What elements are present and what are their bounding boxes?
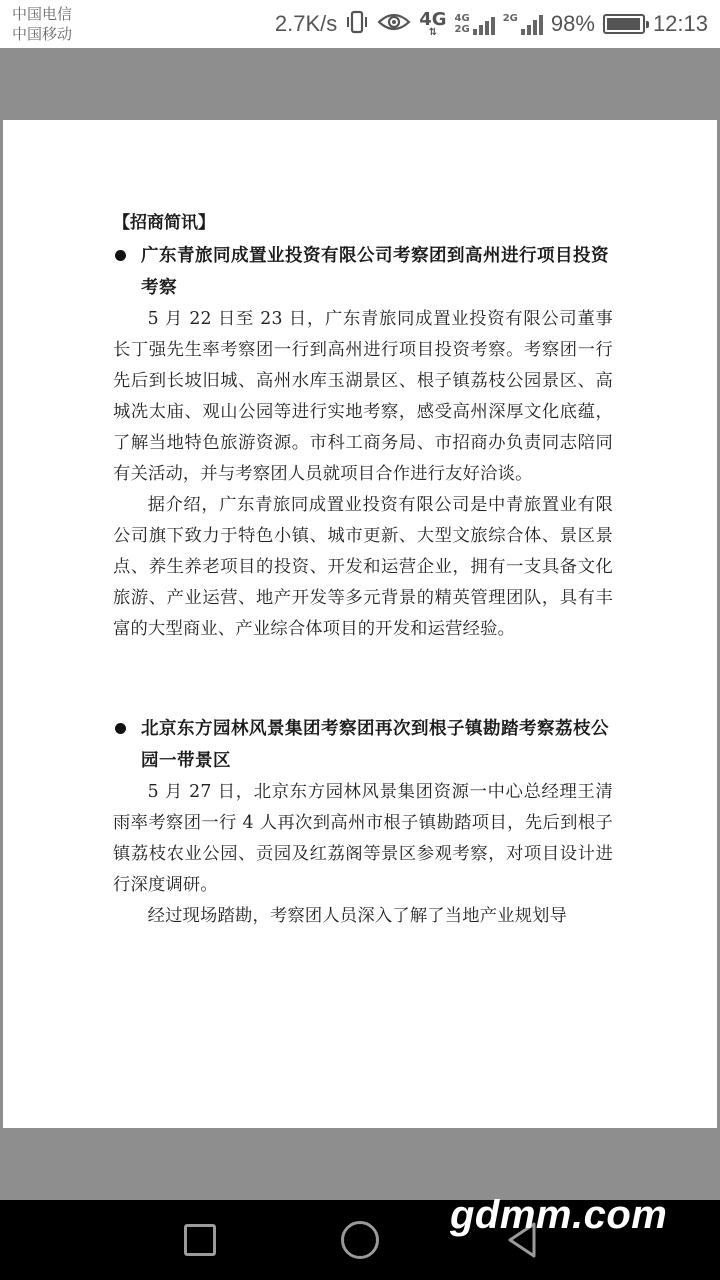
sim2-signal (503, 13, 543, 35)
carrier-2: 中国移动 (12, 25, 73, 43)
sim1-signal-bars-icon (473, 13, 495, 35)
article-2-paragraph-2: 经过现场踏勘，考察团人员深入了解了当地产业规划导 (147, 906, 568, 926)
status-bar (0, 0, 720, 48)
article-1-paragraph-2: 据介绍，广东青旅同成置业投资有限公司是中青旅置业有限公司旗下致力于特色小镇、城市更新、大型文旅综合体、景区景点、养生养老项目的投资、开发和运营企业，拥有一支具备文化旅游、产业运营、地产开发等多元背景的精英管理团队，具有丰富的大型商业、产业综合体项目的开发和运营经验。 (113, 495, 613, 639)
eye-comfort-icon (377, 11, 411, 37)
bullet-icon (115, 723, 126, 734)
sim1-signal (455, 13, 495, 35)
sim1-type: 4G (454, 13, 470, 24)
article-2-title-text: 北京东方园林风景集团考察团再次到根子镇勘踏考察荔枝公园一带景区 (141, 719, 609, 771)
article-1-title (113, 240, 613, 304)
status-indicators (275, 0, 708, 48)
article-spacer (113, 645, 613, 713)
carrier-info (12, 4, 72, 44)
sim2-signal-bars-icon (521, 13, 543, 35)
clock: 12:13 (652, 11, 708, 36)
bullet-icon (115, 250, 126, 261)
net-speed: 2.7K/s (274, 11, 338, 36)
carrier-1: 中国电信 (12, 5, 73, 23)
network-4g-label: 4G (419, 9, 447, 30)
network-4g-icon: 4G ⇅ (419, 9, 447, 38)
vibrate-icon (345, 9, 369, 39)
article-1-title-text: 广东青旅同成置业投资有限公司考察团到高州进行项目投资考察 (141, 246, 609, 298)
sim1-sub: 2G (454, 24, 470, 35)
battery-percent: 98% (550, 11, 595, 36)
watermark-text: gdmm.com (450, 1193, 668, 1237)
document-content (113, 210, 613, 932)
home-circle-icon[interactable] (341, 1221, 379, 1259)
battery-icon (603, 14, 645, 34)
article-2-title (113, 713, 613, 777)
document-page[interactable] (3, 120, 717, 1128)
battery-fill (607, 18, 640, 30)
section-header: 【招商简讯】 (113, 213, 215, 233)
article-1-paragraph-1: 5 月 22 日至 23 日，广东青旅同成置业投资有限公司董事长丁强先生率考察团一行到高州进行项目投资考察。考察团一行先后到长坡旧城、高州水库玉湖景区、根子镇荔枝公园景区、高城冼太庙、观山公园等进行实地考察，感受高州深厚文化底蕴，了解当地特色旅游资源。市科工商务局、市招商办负责同志陪同有关活动，并与考察团人员就项目合作进行友好洽谈。 (113, 309, 613, 484)
sim2-type: 2G (502, 13, 518, 24)
recents-square-icon[interactable] (184, 1224, 216, 1256)
article-2-paragraph-1: 5 月 27 日，北京东方园林风景集团资源一中心总经理王清雨率考察团一行 4 人再次到高州市根子镇勘踏项目，先后到根子镇荔枝农业公园、贡园及红荔阁等景区参观考察，对项目设计进行深度调研。 (113, 782, 613, 895)
